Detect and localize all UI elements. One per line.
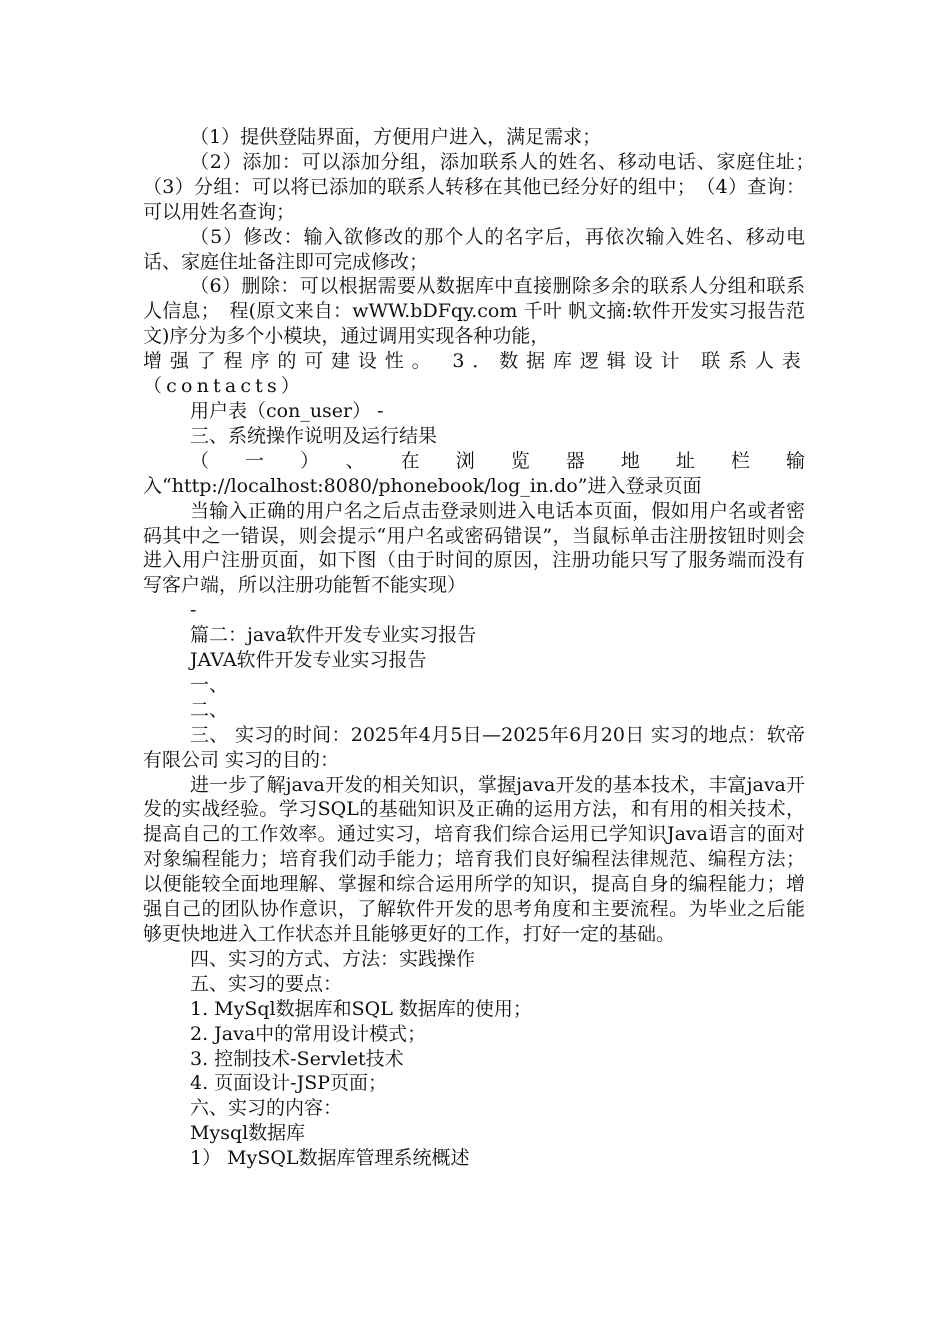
point-servlet: 3. 控制技术-Servlet技术 [190, 1047, 404, 1070]
requirement-modify: （5）修改：输入欲修改的那个人的名字后，再依次输入姓名、移动电话、家庭住址备注即可完成修改； [143, 225, 805, 273]
requirement-delete: （6）删除：可以根据需要从数据库中直接删除多余的联系人分组和联系人信息； 程(原文来自：wWW.bDFqy.com 千叶 帆文摘:软件开发实习报告范文)序分为多个小模块，通过调用实现各种功能， [143, 275, 805, 348]
internship-content-heading: 六、实习的内容： [190, 1097, 343, 1120]
user-table-line: 用户表（con_user） - [190, 399, 384, 422]
internship-time-place: 三、 实习的时间：2025年4月5日—2025年6月20日 实习的地点：软帝有限公司 实习的目的： [143, 723, 805, 771]
login-description: 当输入正确的用户名之后点击登录则进入电话本页面，假如用户名或者密码其中之一错误，则会提示“用户名或密码错误”，当鼠标单击注册按钮时则会进入用户注册页面，如下图（由于时间的原因，注册功能只写了服务端而没有写客户端，所以注册功能暂不能实现） [143, 499, 805, 597]
list-item-1: 一、 [190, 673, 229, 696]
internship-purpose: 进一步了解java开发的相关知识，掌握java开发的基本技术，丰富java开发的实战经验。学习SQL的基础知识及正确的运用方法，和有用的相关技术，提高自己的工作效率。通过实习，培育我们综合运用已学知识Java语言的面对对象编程能力；培育我们动手能力；培育我们良好编程法律规范、编程方法；以便能较全面地理解、掌握和综合运用所学的知识，提高自身的编程能力；增强自己的团队协作意识，了解软件开发的思考角度和主要流程。为毕业之后能够更快地进入工作状态并且能够更好的工作，打好一定的基础。 [143, 773, 805, 945]
point-jsp: 4. 页面设计-JSP页面； [190, 1072, 388, 1095]
section-heading-3: 三、系统操作说明及运行结果 [190, 424, 438, 447]
step-browser-url: （一）、在浏览器地址栏输入“http://localhost:8080/phonebook/log_in.do”进入登录页面 [143, 449, 805, 497]
internship-points-heading: 五、实习的要点： [190, 972, 343, 995]
mysql-heading: Mysql数据库 [190, 1122, 306, 1145]
point-design-patterns: 2. Java中的常用设计模式； [190, 1022, 427, 1045]
requirement-login: （1）提供登陆界面，方便用户进入，满足需求； [190, 126, 602, 148]
dash-line: - [190, 599, 197, 622]
mysql-overview: 1） MySQL数据库管理系统概述 [190, 1147, 470, 1170]
part-2-title: 篇二：java软件开发专业实习报告 [190, 624, 477, 647]
database-logic-design: 增强了程序的可建设性。 3．数据库逻辑设计 联系人表（contacts） [143, 350, 805, 398]
list-item-2: 二、 [190, 698, 229, 721]
document-page [143, 125, 825, 1171]
part-2-subtitle: JAVA软件开发专业实习报告 [190, 649, 427, 672]
point-mysql: 1. MySql数据库和SQL 数据库的使用； [190, 997, 532, 1020]
requirement-add-group-query: （2）添加：可以添加分组，添加联系人的姓名、移动电话、家庭住址； （3）分组：可以将已添加的联系人转移在其他已经分好的组中； （4）查询：可以用姓名查询； [143, 150, 825, 223]
internship-method: 四、实习的方式、方法：实践操作 [190, 947, 476, 970]
